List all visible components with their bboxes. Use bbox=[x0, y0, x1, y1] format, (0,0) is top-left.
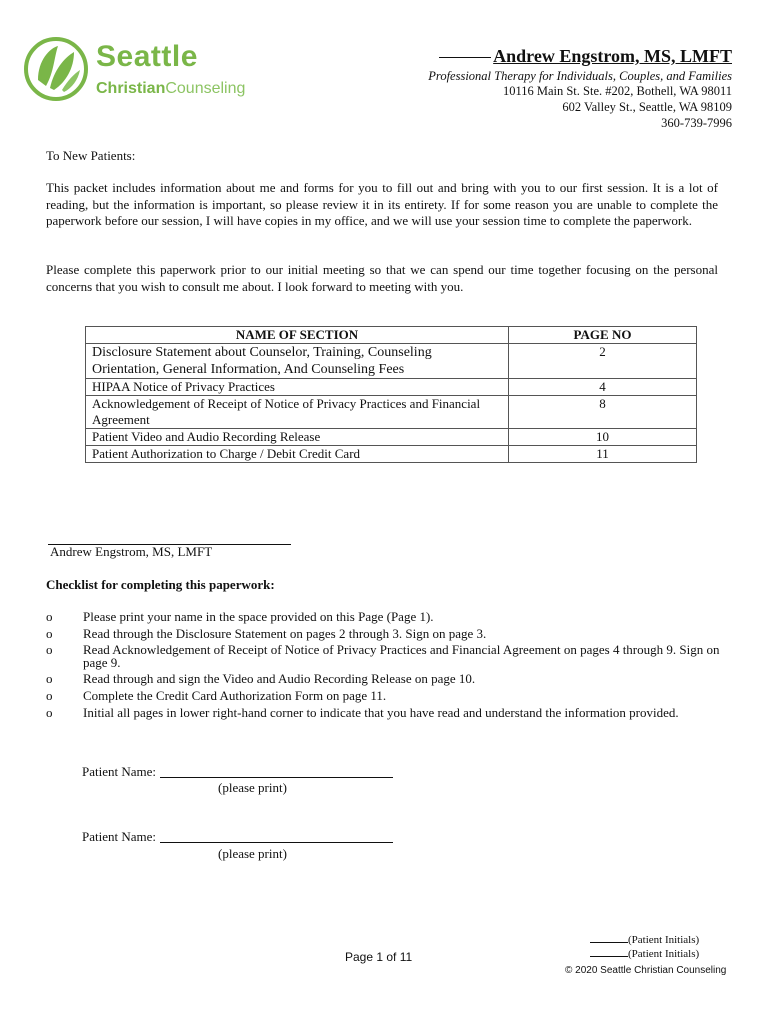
please-print-hint: (please print) bbox=[218, 780, 287, 795]
therapist-name: Andrew Engstrom, MS, LMFT bbox=[493, 46, 732, 66]
section-name: Patient Authorization to Charge / Debit Credit Card bbox=[86, 446, 509, 463]
checklist-item-text: Read through and sign the Video and Audio Recording Release on page 10. bbox=[83, 671, 476, 686]
list-item bbox=[46, 609, 736, 624]
table-header-row bbox=[86, 327, 697, 344]
checklist-item-text: Complete the Credit Card Authorization Form on page 11. bbox=[83, 688, 387, 703]
logo-word-counseling: Counseling bbox=[165, 80, 246, 97]
patient-initials-2 bbox=[590, 948, 699, 960]
checklist-item-text: Initial all pages in lower right-hand corner to indicate that you have read and understand the information provided. bbox=[83, 705, 679, 720]
logo-word-seattle: Seattle bbox=[96, 40, 198, 73]
initials-label: (Patient Initials) bbox=[628, 948, 700, 960]
table-row bbox=[86, 379, 697, 396]
page-column-header: PAGE NO bbox=[509, 327, 697, 344]
list-item bbox=[46, 643, 736, 669]
checklist-item-text: Read through the Disclosure Statement on pages 2 through 3. Sign on page 3. bbox=[83, 626, 487, 641]
table-row bbox=[86, 396, 697, 429]
please-print-hint: (please print) bbox=[218, 846, 287, 861]
checklist-title: Checklist for completing this paperwork: bbox=[46, 577, 275, 592]
section-page: 11 bbox=[509, 446, 697, 463]
table-row bbox=[86, 344, 697, 379]
checklist-bullet: o bbox=[46, 671, 53, 686]
patient-name-blank[interactable] bbox=[160, 777, 393, 778]
instructions-paragraph: Please complete this paperwork prior to our initial meeting so that we can spend our time together focusing on the personal concerns that you wish to consult me about. I look forward to meeting with you. bbox=[46, 262, 718, 294]
heading-underline-lead bbox=[439, 57, 491, 58]
checklist-bullet: o bbox=[46, 626, 53, 641]
greeting: To New Patients: bbox=[46, 148, 136, 163]
section-page: 10 bbox=[509, 429, 697, 446]
therapist-name-heading bbox=[439, 46, 732, 67]
checklist-item-text: Read Acknowledgement of Receipt of Notice of Privacy Practices and Financial Agreement on pages 4 through 9. Sign on page 9. bbox=[83, 642, 720, 670]
patient-name-label: Patient Name: bbox=[82, 764, 157, 779]
sections-table bbox=[85, 326, 697, 463]
section-page: 4 bbox=[509, 379, 697, 396]
address-bothell: 10116 Main St. Ste. #202, Bothell, WA 98011 bbox=[502, 84, 732, 98]
table-row bbox=[86, 446, 697, 463]
checklist-bullet: o bbox=[46, 609, 53, 624]
section-name: Patient Video and Audio Recording Release bbox=[86, 429, 509, 446]
patient-name-field-2 bbox=[82, 829, 393, 845]
phone-number: 360-739-7996 bbox=[661, 116, 732, 130]
checklist bbox=[46, 609, 736, 722]
patient-name-field-1 bbox=[82, 764, 393, 780]
logo-word-christian: Christian bbox=[96, 80, 166, 97]
initials-label: (Patient Initials) bbox=[628, 934, 700, 946]
list-item bbox=[46, 688, 736, 703]
page-number: Page 1 of 11 bbox=[345, 950, 413, 964]
intro-paragraph: This packet includes information about me and forms for you to fill out and bring with you to our first session. It is a lot of reading, but the information is important, so please review it in its entirety. If for some reason you are unable to complete the paperwork before our session, I will have copies in my office, and we will use your session time to complete the paperwork. bbox=[46, 180, 718, 228]
table-row bbox=[86, 429, 697, 446]
list-item bbox=[46, 705, 736, 720]
list-item bbox=[46, 626, 736, 641]
patient-name-blank[interactable] bbox=[160, 842, 393, 843]
section-page: 2 bbox=[509, 344, 697, 379]
checklist-bullet: o bbox=[46, 705, 53, 720]
copyright: © 2020 Seattle Christian Counseling bbox=[565, 965, 727, 976]
initials-blank[interactable] bbox=[590, 942, 628, 943]
tagline: Professional Therapy for Individuals, Couples, and Families bbox=[428, 69, 732, 83]
section-column-header: NAME OF SECTION bbox=[86, 327, 509, 344]
initials-blank[interactable] bbox=[590, 956, 628, 957]
section-name: Disclosure Statement about Counselor, Training, Counseling Orientation, General Information, And Counseling Fees bbox=[86, 344, 509, 379]
section-name: HIPAA Notice of Privacy Practices bbox=[86, 379, 509, 396]
patient-name-label: Patient Name: bbox=[82, 829, 157, 844]
signature-name: Andrew Engstrom, MS, LMFT bbox=[50, 544, 213, 559]
section-page: 8 bbox=[509, 396, 697, 429]
checklist-bullet: o bbox=[46, 688, 53, 703]
section-name: Acknowledgement of Receipt of Notice of Privacy Practices and Financial Agreement bbox=[86, 396, 509, 429]
patient-initials-1 bbox=[590, 934, 699, 946]
checklist-item-text: Please print your name in the space provided on this Page (Page 1). bbox=[83, 609, 434, 624]
address-seattle: 602 Valley St., Seattle, WA 98109 bbox=[562, 100, 732, 114]
list-item bbox=[46, 671, 736, 686]
logo-word-christian-counseling bbox=[96, 80, 245, 98]
checklist-bullet: o bbox=[46, 642, 53, 657]
